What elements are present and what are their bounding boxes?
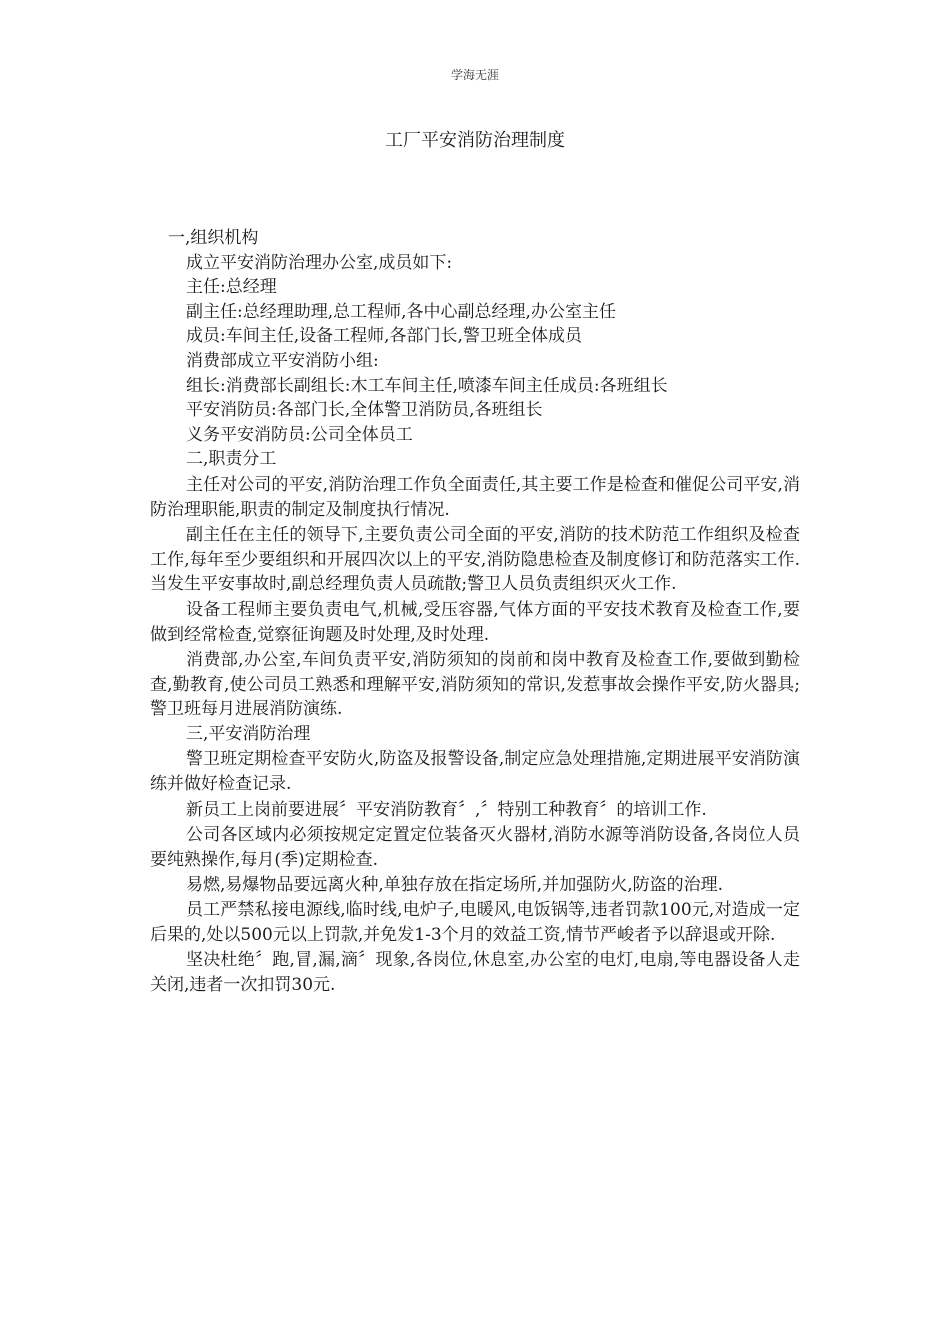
document-body bbox=[150, 226, 800, 997]
document-title: 工厂平安消防治理制度 bbox=[385, 130, 565, 151]
paragraph: 新员工上岗前要进展〞平安消防教育〞,〞特别工种教育〞的培训工作. bbox=[186, 799, 707, 820]
paragraph: 设备工程师主要负责电气,机械,受压容器,气体方面的平安技术教育及检查工作,要做到经常检查,觉察征询题及时处理,及时处理. bbox=[150, 599, 800, 645]
paragraph: 易燃,易爆物品要远离火种,单独存放在指定场所,并加强防火,防盗的治理. bbox=[186, 875, 724, 896]
paragraph: 主任对公司的平安,消防治理工作负全面责任,其主要工作是检查和催促公司平安,消防治理职能,职责的制定及制度执行情况. bbox=[150, 474, 800, 520]
paragraph: 成立平安消防治理办公室,成员如下: bbox=[186, 252, 453, 273]
paragraph: 消费部,办公室,车间负责平安,消防须知的岗前和岗中教育及检查工作,要做到勤检查,勤教育,使公司员工熟悉和理解平安,消防须知的常识,发惹事故会操作平安,防火器具;警卫班每月进展消防演练. bbox=[150, 650, 800, 720]
paragraph: 警卫班定期检查平安防火,防盗及报警设备,制定应急处理措施,定期进展平安消防演练并做好检查记录. bbox=[150, 749, 800, 795]
paragraph: 义务平安消防员:公司全体员工 bbox=[186, 424, 413, 445]
section-heading: 二,职责分工 bbox=[186, 449, 277, 470]
paragraph: 副主任在主任的领导下,主要负责公司全面的平安,消防的技术防范工作组织及检查工作,每年至少要组织和开展四次以上的平安,消防隐患检查及制度修订和防范落实工作.当发生平安事故时,副总经理负责人员疏散;警卫人员负责组织灭火工作. bbox=[150, 525, 800, 595]
paragraph: 坚决杜绝〞跑,冒,漏,滴〞现象,各岗位,休息室,办公室的电灯,电扇,等电器设备人走关闭,违者一次扣罚30元. bbox=[150, 950, 800, 995]
section-heading: 三,平安消防治理 bbox=[186, 723, 311, 744]
paragraph: 组长:消费部长副组长:木工车间主任,喷漆车间主任成员:各班组长 bbox=[186, 375, 668, 396]
page-header: 学海无涯 bbox=[450, 68, 499, 82]
section-heading: 一,组织机构 bbox=[168, 228, 259, 248]
paragraph: 副主任:总经理助理,总工程师,各中心副总经理,办公室主任 bbox=[186, 301, 616, 322]
paragraph: 公司各区域内必须按规定定置定位装备灭火器材,消防水源等消防设备,各岗位人员要纯熟操作,每月(季)定期检查. bbox=[150, 825, 800, 870]
paragraph: 主任:总经理 bbox=[186, 277, 277, 298]
paragraph: 平安消防员:各部门长,全体警卫消防员,各班组长 bbox=[186, 400, 543, 421]
paragraph: 成员:车间主任,设备工程师,各部门长,警卫班全体成员 bbox=[186, 326, 582, 347]
paragraph: 消费部成立平安消防小组: bbox=[186, 350, 379, 371]
paragraph: 员工严禁私接电源线,临时线,电炉子,电暖风,电饭锅等,违者罚款100元,对造成一定后果的,处以500元以上罚款,并免发1-3个月的效益工资,情节严峻者予以辞退或开除. bbox=[150, 900, 800, 945]
